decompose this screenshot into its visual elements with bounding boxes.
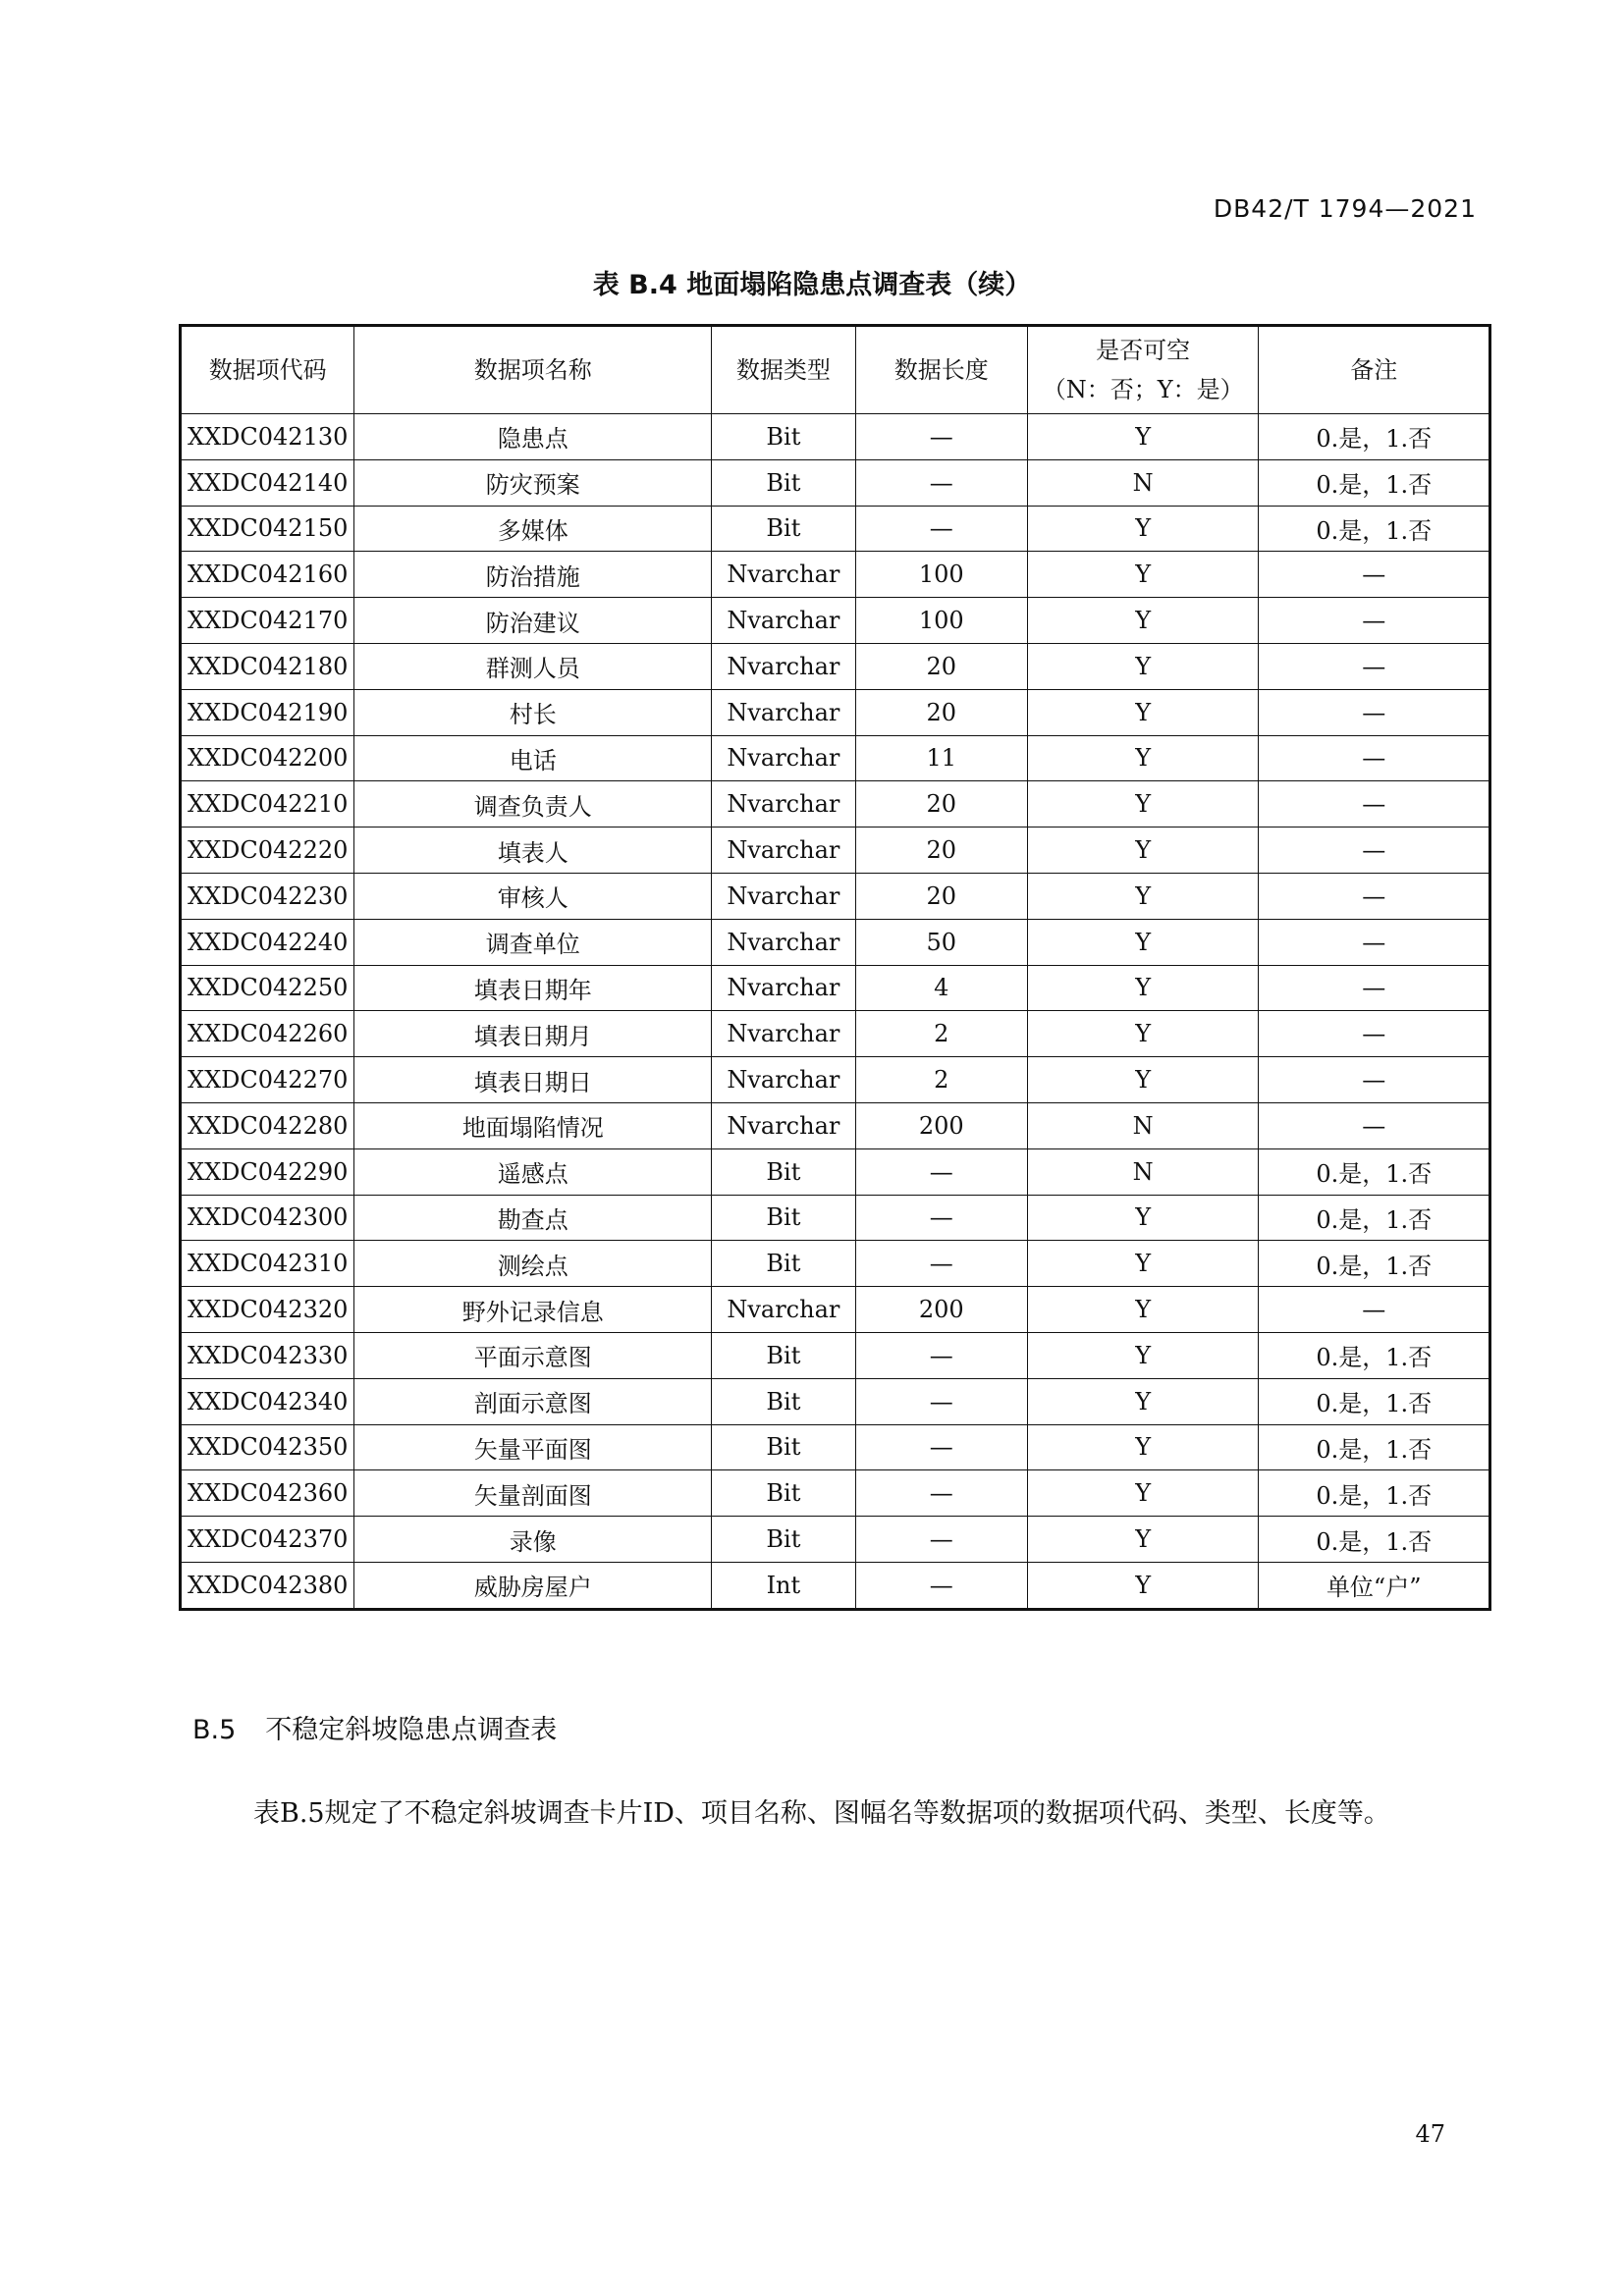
cell-type: Nvarchar xyxy=(712,1102,855,1148)
cell-nullable: Y xyxy=(1027,919,1259,965)
section-heading xyxy=(192,1708,557,1746)
cell-name: 录像 xyxy=(354,1517,712,1563)
table-row xyxy=(181,1057,1490,1103)
cell-type: Nvarchar xyxy=(712,643,855,689)
cell-nullable: N xyxy=(1027,459,1259,506)
cell-note: — xyxy=(1259,1057,1490,1103)
cell-nullable: Y xyxy=(1027,1195,1259,1241)
table-header-row xyxy=(181,326,1490,414)
cell-note: 0.是，1.否 xyxy=(1259,459,1490,506)
cell-name: 剖面示意图 xyxy=(354,1378,712,1424)
cell-note: — xyxy=(1259,689,1490,735)
cell-length: 20 xyxy=(855,781,1027,828)
cell-note: 0.是，1.否 xyxy=(1259,1517,1490,1563)
cell-code: XXDC042330 xyxy=(181,1332,354,1378)
cell-code: XXDC042320 xyxy=(181,1287,354,1333)
cell-nullable: Y xyxy=(1027,506,1259,552)
cell-code: XXDC042140 xyxy=(181,459,354,506)
cell-note: 0.是，1.否 xyxy=(1259,1378,1490,1424)
cell-note: — xyxy=(1259,873,1490,919)
cell-length: — xyxy=(855,1195,1027,1241)
cell-length: — xyxy=(855,1241,1027,1287)
cell-nullable: Y xyxy=(1027,598,1259,644)
cell-code: XXDC042350 xyxy=(181,1424,354,1470)
cell-length: 200 xyxy=(855,1287,1027,1333)
cell-name: 野外记录信息 xyxy=(354,1287,712,1333)
column-header-type: 数据类型 xyxy=(712,326,855,414)
cell-code: XXDC042210 xyxy=(181,781,354,828)
cell-nullable: N xyxy=(1027,1148,1259,1195)
cell-note: — xyxy=(1259,1102,1490,1148)
cell-nullable: Y xyxy=(1027,1378,1259,1424)
cell-length: 2 xyxy=(855,1057,1027,1103)
table-row xyxy=(181,781,1490,828)
cell-code: XXDC042160 xyxy=(181,552,354,598)
table-row xyxy=(181,459,1490,506)
cell-note: 0.是，1.否 xyxy=(1259,1424,1490,1470)
cell-code: XXDC042250 xyxy=(181,965,354,1011)
cell-length: 11 xyxy=(855,735,1027,781)
cell-nullable: Y xyxy=(1027,1011,1259,1057)
cell-nullable: Y xyxy=(1027,1424,1259,1470)
cell-name: 群测人员 xyxy=(354,643,712,689)
section-paragraph: 表B.5规定了不稳定斜坡调查卡片ID、项目名称、图幅名等数据项的数据项代码、类型、长度等。 xyxy=(253,1798,1390,1829)
cell-length: 4 xyxy=(855,965,1027,1011)
cell-length: — xyxy=(855,1424,1027,1470)
table-row xyxy=(181,1470,1490,1517)
cell-code: XXDC042310 xyxy=(181,1241,354,1287)
cell-code: XXDC042290 xyxy=(181,1148,354,1195)
column-header-note: 备注 xyxy=(1259,326,1490,414)
cell-name: 威胁房屋户 xyxy=(354,1562,712,1609)
cell-note: — xyxy=(1259,552,1490,598)
cell-note: — xyxy=(1259,1011,1490,1057)
cell-nullable: Y xyxy=(1027,965,1259,1011)
cell-code: XXDC042370 xyxy=(181,1517,354,1563)
cell-type: Bit xyxy=(712,1148,855,1195)
cell-nullable: Y xyxy=(1027,1332,1259,1378)
cell-name: 防灾预案 xyxy=(354,459,712,506)
cell-note: — xyxy=(1259,965,1490,1011)
cell-type: Bit xyxy=(712,1517,855,1563)
data-item-table xyxy=(179,324,1491,1611)
cell-code: XXDC042280 xyxy=(181,1102,354,1148)
cell-code: XXDC042270 xyxy=(181,1057,354,1103)
table-row xyxy=(181,1102,1490,1148)
cell-name: 测绘点 xyxy=(354,1241,712,1287)
cell-length: — xyxy=(855,1517,1027,1563)
column-header-length: 数据长度 xyxy=(855,326,1027,414)
cell-name: 遥感点 xyxy=(354,1148,712,1195)
table-row xyxy=(181,414,1490,460)
table-row xyxy=(181,1517,1490,1563)
cell-note: 0.是，1.否 xyxy=(1259,1148,1490,1195)
cell-type: Nvarchar xyxy=(712,1011,855,1057)
cell-length: 200 xyxy=(855,1102,1027,1148)
cell-name: 平面示意图 xyxy=(354,1332,712,1378)
cell-length: — xyxy=(855,1378,1027,1424)
cell-code: XXDC042170 xyxy=(181,598,354,644)
table-row xyxy=(181,873,1490,919)
cell-code: XXDC042340 xyxy=(181,1378,354,1424)
cell-name: 调查单位 xyxy=(354,919,712,965)
column-header-nullable-legend: （N：否；Y：是） xyxy=(1042,376,1244,403)
table-row xyxy=(181,1562,1490,1609)
cell-nullable: Y xyxy=(1027,1470,1259,1517)
cell-length: — xyxy=(855,1332,1027,1378)
cell-name: 调查负责人 xyxy=(354,781,712,828)
cell-length: 100 xyxy=(855,552,1027,598)
table-row xyxy=(181,919,1490,965)
cell-note: — xyxy=(1259,735,1490,781)
cell-type: Bit xyxy=(712,506,855,552)
cell-nullable: Y xyxy=(1027,1241,1259,1287)
cell-nullable: N xyxy=(1027,1102,1259,1148)
cell-length: — xyxy=(855,459,1027,506)
cell-type: Nvarchar xyxy=(712,919,855,965)
table-row xyxy=(181,965,1490,1011)
cell-type: Bit xyxy=(712,414,855,460)
table-row xyxy=(181,1287,1490,1333)
cell-type: Nvarchar xyxy=(712,689,855,735)
cell-type: Nvarchar xyxy=(712,873,855,919)
column-header-nullable-title: 是否可空 xyxy=(1096,337,1191,364)
cell-name: 村长 xyxy=(354,689,712,735)
cell-name: 隐患点 xyxy=(354,414,712,460)
cell-length: 20 xyxy=(855,643,1027,689)
cell-length: — xyxy=(855,1148,1027,1195)
cell-type: Nvarchar xyxy=(712,552,855,598)
cell-name: 勘查点 xyxy=(354,1195,712,1241)
table-row xyxy=(181,643,1490,689)
cell-code: XXDC042200 xyxy=(181,735,354,781)
cell-type: Nvarchar xyxy=(712,781,855,828)
cell-name: 多媒体 xyxy=(354,506,712,552)
table-row xyxy=(181,1378,1490,1424)
cell-name: 矢量剖面图 xyxy=(354,1470,712,1517)
cell-length: 20 xyxy=(855,689,1027,735)
cell-type: Bit xyxy=(712,1195,855,1241)
cell-nullable: Y xyxy=(1027,828,1259,874)
cell-name: 审核人 xyxy=(354,873,712,919)
table-row xyxy=(181,1148,1490,1195)
cell-nullable: Y xyxy=(1027,1287,1259,1333)
cell-note: 0.是，1.否 xyxy=(1259,414,1490,460)
cell-length: 50 xyxy=(855,919,1027,965)
cell-type: Bit xyxy=(712,459,855,506)
cell-length: — xyxy=(855,414,1027,460)
cell-type: Nvarchar xyxy=(712,1057,855,1103)
section-number: B.5 xyxy=(192,1715,237,1745)
cell-name: 矢量平面图 xyxy=(354,1424,712,1470)
cell-type: Nvarchar xyxy=(712,1287,855,1333)
cell-name: 电话 xyxy=(354,735,712,781)
table-row xyxy=(181,1195,1490,1241)
cell-note: — xyxy=(1259,643,1490,689)
cell-nullable: Y xyxy=(1027,643,1259,689)
cell-name: 防治措施 xyxy=(354,552,712,598)
cell-note: 0.是，1.否 xyxy=(1259,1241,1490,1287)
cell-type: Bit xyxy=(712,1470,855,1517)
cell-note: — xyxy=(1259,598,1490,644)
cell-nullable: Y xyxy=(1027,1562,1259,1609)
table-row xyxy=(181,1424,1490,1470)
column-header-name: 数据项名称 xyxy=(354,326,712,414)
cell-type: Bit xyxy=(712,1424,855,1470)
cell-note: — xyxy=(1259,1287,1490,1333)
cell-type: Int xyxy=(712,1562,855,1609)
table-row xyxy=(181,1011,1490,1057)
table-body xyxy=(181,414,1490,1610)
cell-note: 0.是，1.否 xyxy=(1259,1470,1490,1517)
table-title: 表 B.4 地面塌陷隐患点调查表（续） xyxy=(592,270,1032,300)
cell-note: — xyxy=(1259,919,1490,965)
table-row xyxy=(181,1241,1490,1287)
cell-code: XXDC042260 xyxy=(181,1011,354,1057)
cell-code: XXDC042360 xyxy=(181,1470,354,1517)
cell-nullable: Y xyxy=(1027,414,1259,460)
cell-nullable: Y xyxy=(1027,781,1259,828)
column-header-nullable xyxy=(1027,326,1259,414)
table-row xyxy=(181,506,1490,552)
document-code: DB42/T 1794—2021 xyxy=(1213,194,1477,223)
cell-note: — xyxy=(1259,781,1490,828)
cell-code: XXDC042300 xyxy=(181,1195,354,1241)
cell-name: 地面塌陷情况 xyxy=(354,1102,712,1148)
table-row xyxy=(181,735,1490,781)
cell-length: — xyxy=(855,1470,1027,1517)
table-row xyxy=(181,552,1490,598)
cell-length: — xyxy=(855,506,1027,552)
cell-code: XXDC042220 xyxy=(181,828,354,874)
cell-nullable: Y xyxy=(1027,1517,1259,1563)
cell-type: Nvarchar xyxy=(712,828,855,874)
table-row xyxy=(181,598,1490,644)
cell-note: 单位“户” xyxy=(1259,1562,1490,1609)
cell-note: 0.是，1.否 xyxy=(1259,1332,1490,1378)
cell-name: 填表人 xyxy=(354,828,712,874)
cell-code: XXDC042150 xyxy=(181,506,354,552)
section-title: 不稳定斜坡隐患点调查表 xyxy=(265,1715,558,1745)
cell-name: 填表日期年 xyxy=(354,965,712,1011)
cell-type: Bit xyxy=(712,1378,855,1424)
cell-nullable: Y xyxy=(1027,552,1259,598)
table-row xyxy=(181,1332,1490,1378)
cell-length: 2 xyxy=(855,1011,1027,1057)
table-row xyxy=(181,828,1490,874)
cell-name: 填表日期日 xyxy=(354,1057,712,1103)
cell-type: Nvarchar xyxy=(712,735,855,781)
cell-type: Nvarchar xyxy=(712,598,855,644)
cell-note: 0.是，1.否 xyxy=(1259,1195,1490,1241)
column-header-code: 数据项代码 xyxy=(181,326,354,414)
cell-type: Bit xyxy=(712,1332,855,1378)
cell-name: 防治建议 xyxy=(354,598,712,644)
page-number: 47 xyxy=(1415,2120,1445,2148)
cell-code: XXDC042240 xyxy=(181,919,354,965)
cell-length: — xyxy=(855,1562,1027,1609)
cell-code: XXDC042230 xyxy=(181,873,354,919)
cell-note: 0.是，1.否 xyxy=(1259,506,1490,552)
cell-nullable: Y xyxy=(1027,1057,1259,1103)
cell-name: 填表日期月 xyxy=(354,1011,712,1057)
cell-code: XXDC042130 xyxy=(181,414,354,460)
cell-length: 20 xyxy=(855,828,1027,874)
cell-length: 100 xyxy=(855,598,1027,644)
cell-code: XXDC042180 xyxy=(181,643,354,689)
cell-code: XXDC042380 xyxy=(181,1562,354,1609)
table-row xyxy=(181,689,1490,735)
cell-code: XXDC042190 xyxy=(181,689,354,735)
cell-type: Nvarchar xyxy=(712,965,855,1011)
cell-nullable: Y xyxy=(1027,873,1259,919)
cell-length: 20 xyxy=(855,873,1027,919)
cell-nullable: Y xyxy=(1027,689,1259,735)
cell-type: Bit xyxy=(712,1241,855,1287)
cell-nullable: Y xyxy=(1027,735,1259,781)
cell-note: — xyxy=(1259,828,1490,874)
